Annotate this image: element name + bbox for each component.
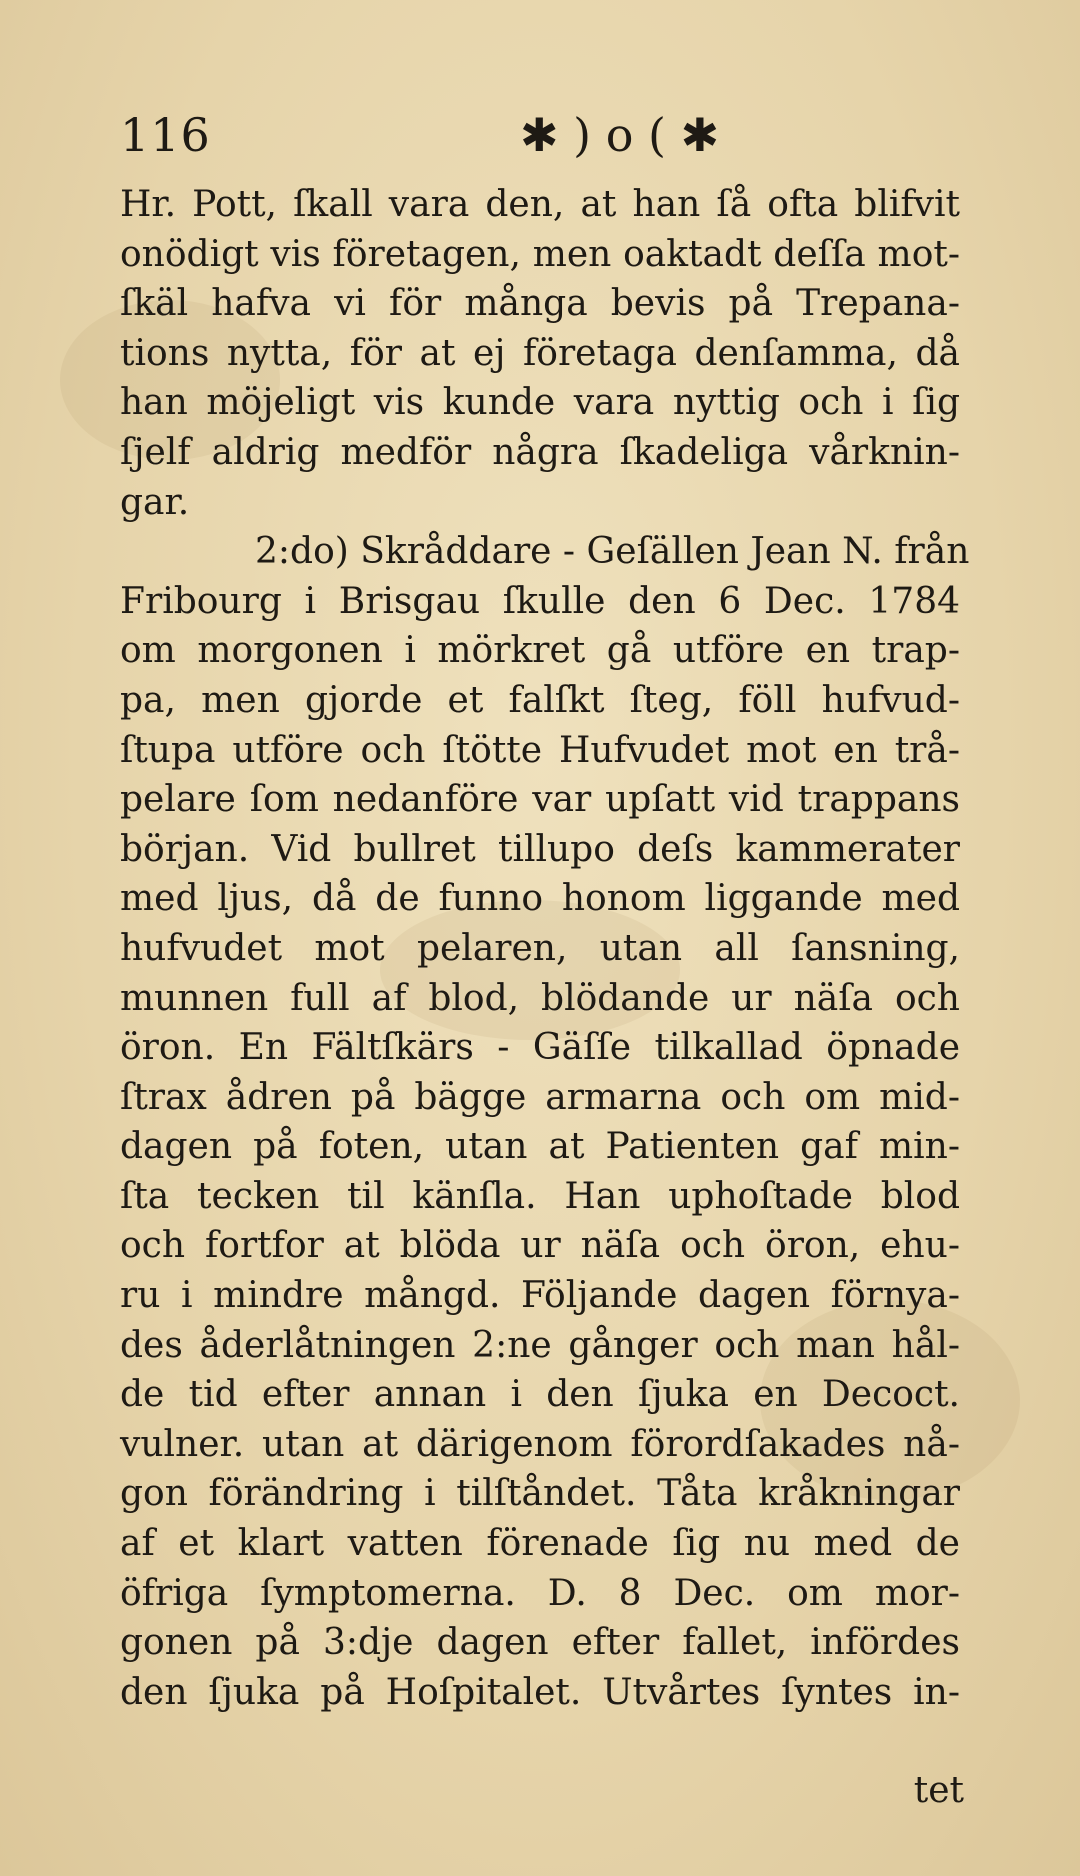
text-line: om morgonen i mörkret gå utföre en trap- [120,630,960,672]
text-line: gonen på 3:dje dagen efter fallet, infördes [120,1622,960,1664]
text-line: han möjeligt vis kunde vara nyttig och i ſig [120,382,960,424]
text-line: och fortfor at blöda ur näſa och öron, ehu- [120,1225,960,1267]
text-line: dagen på foten, utan at Patienten gaf min- [120,1126,960,1168]
text-line: tions nytta, för at ej företaga denſamma, då [120,332,960,374]
header-ornament: ✱ ) o ( ✱ [520,108,720,162]
text-line: ru i mindre mångd. Följande dagen förnya- [120,1275,960,1317]
paragraph-start-line: 2:do) Skråddare - Geſällen Jean N. från [255,531,970,573]
page-header [120,100,960,160]
text-line: pa, men gjorde et falſkt ſteg, föll hufvud- [120,679,960,721]
text-line: munnen full af blod, blödande ur näſa och [120,977,960,1019]
text-line: början. Vid bullret tillupo deſs kammerater [120,828,960,870]
text-line: af et klart vatten förenade ſig nu med de [120,1523,960,1565]
text-line: hufvudet mot pelaren, utan all ſansning, [120,927,960,969]
page-number: 116 [120,108,211,162]
text-line: pelare ſom nedanföre var upſatt vid trappans [120,779,960,821]
text-line: onödigt vis företagen, men oaktadt deſſa mot- [120,233,960,275]
text-line: ſtrax ådren på bägge armarna och om mid- [120,1076,960,1118]
text-line: Fribourg i Brisgau ſkulle den 6 Dec. 1784 [120,580,960,622]
text-line: öfriga ſymptomerna. D. 8 Dec. om mor- [120,1572,960,1614]
text-line: gon förändring i tilſtåndet. Tåta kråkningar [120,1473,960,1515]
text-line: gar. [120,481,190,523]
text-line: ſtupa utföre och ſtötte Hufvudet mot en trå- [120,729,960,771]
text-line: ſjelf aldrig medför några ſkadeliga vårknin- [120,431,960,473]
text-line: des åderlåtningen 2:ne gånger och man hål- [120,1324,960,1366]
text-line: med ljus, då de funno honom liggande med [120,878,960,920]
catchword: tet [913,1770,964,1811]
body-text [120,180,970,1717]
text-line: Hr. Pott, ſkall vara den, at han ſå ofta blifvit [120,184,960,225]
text-line: den ſjuka på Hoſpitalet. Utvårtes ſyntes in- [120,1671,960,1713]
text-line: de tid efter annan i den ſjuka en Decoct. [120,1374,960,1416]
text-line: ſta tecken til känſla. Han uphoſtade blod [120,1175,960,1217]
text-line: öron. En Fältſkärs - Gäſſe tilkallad öpnade [120,1027,960,1069]
text-line: ſkäl hafva vi för många bevis på Trepana- [120,283,960,325]
text-line: vulner. utan at därigenom förordſakades nå- [120,1423,960,1465]
